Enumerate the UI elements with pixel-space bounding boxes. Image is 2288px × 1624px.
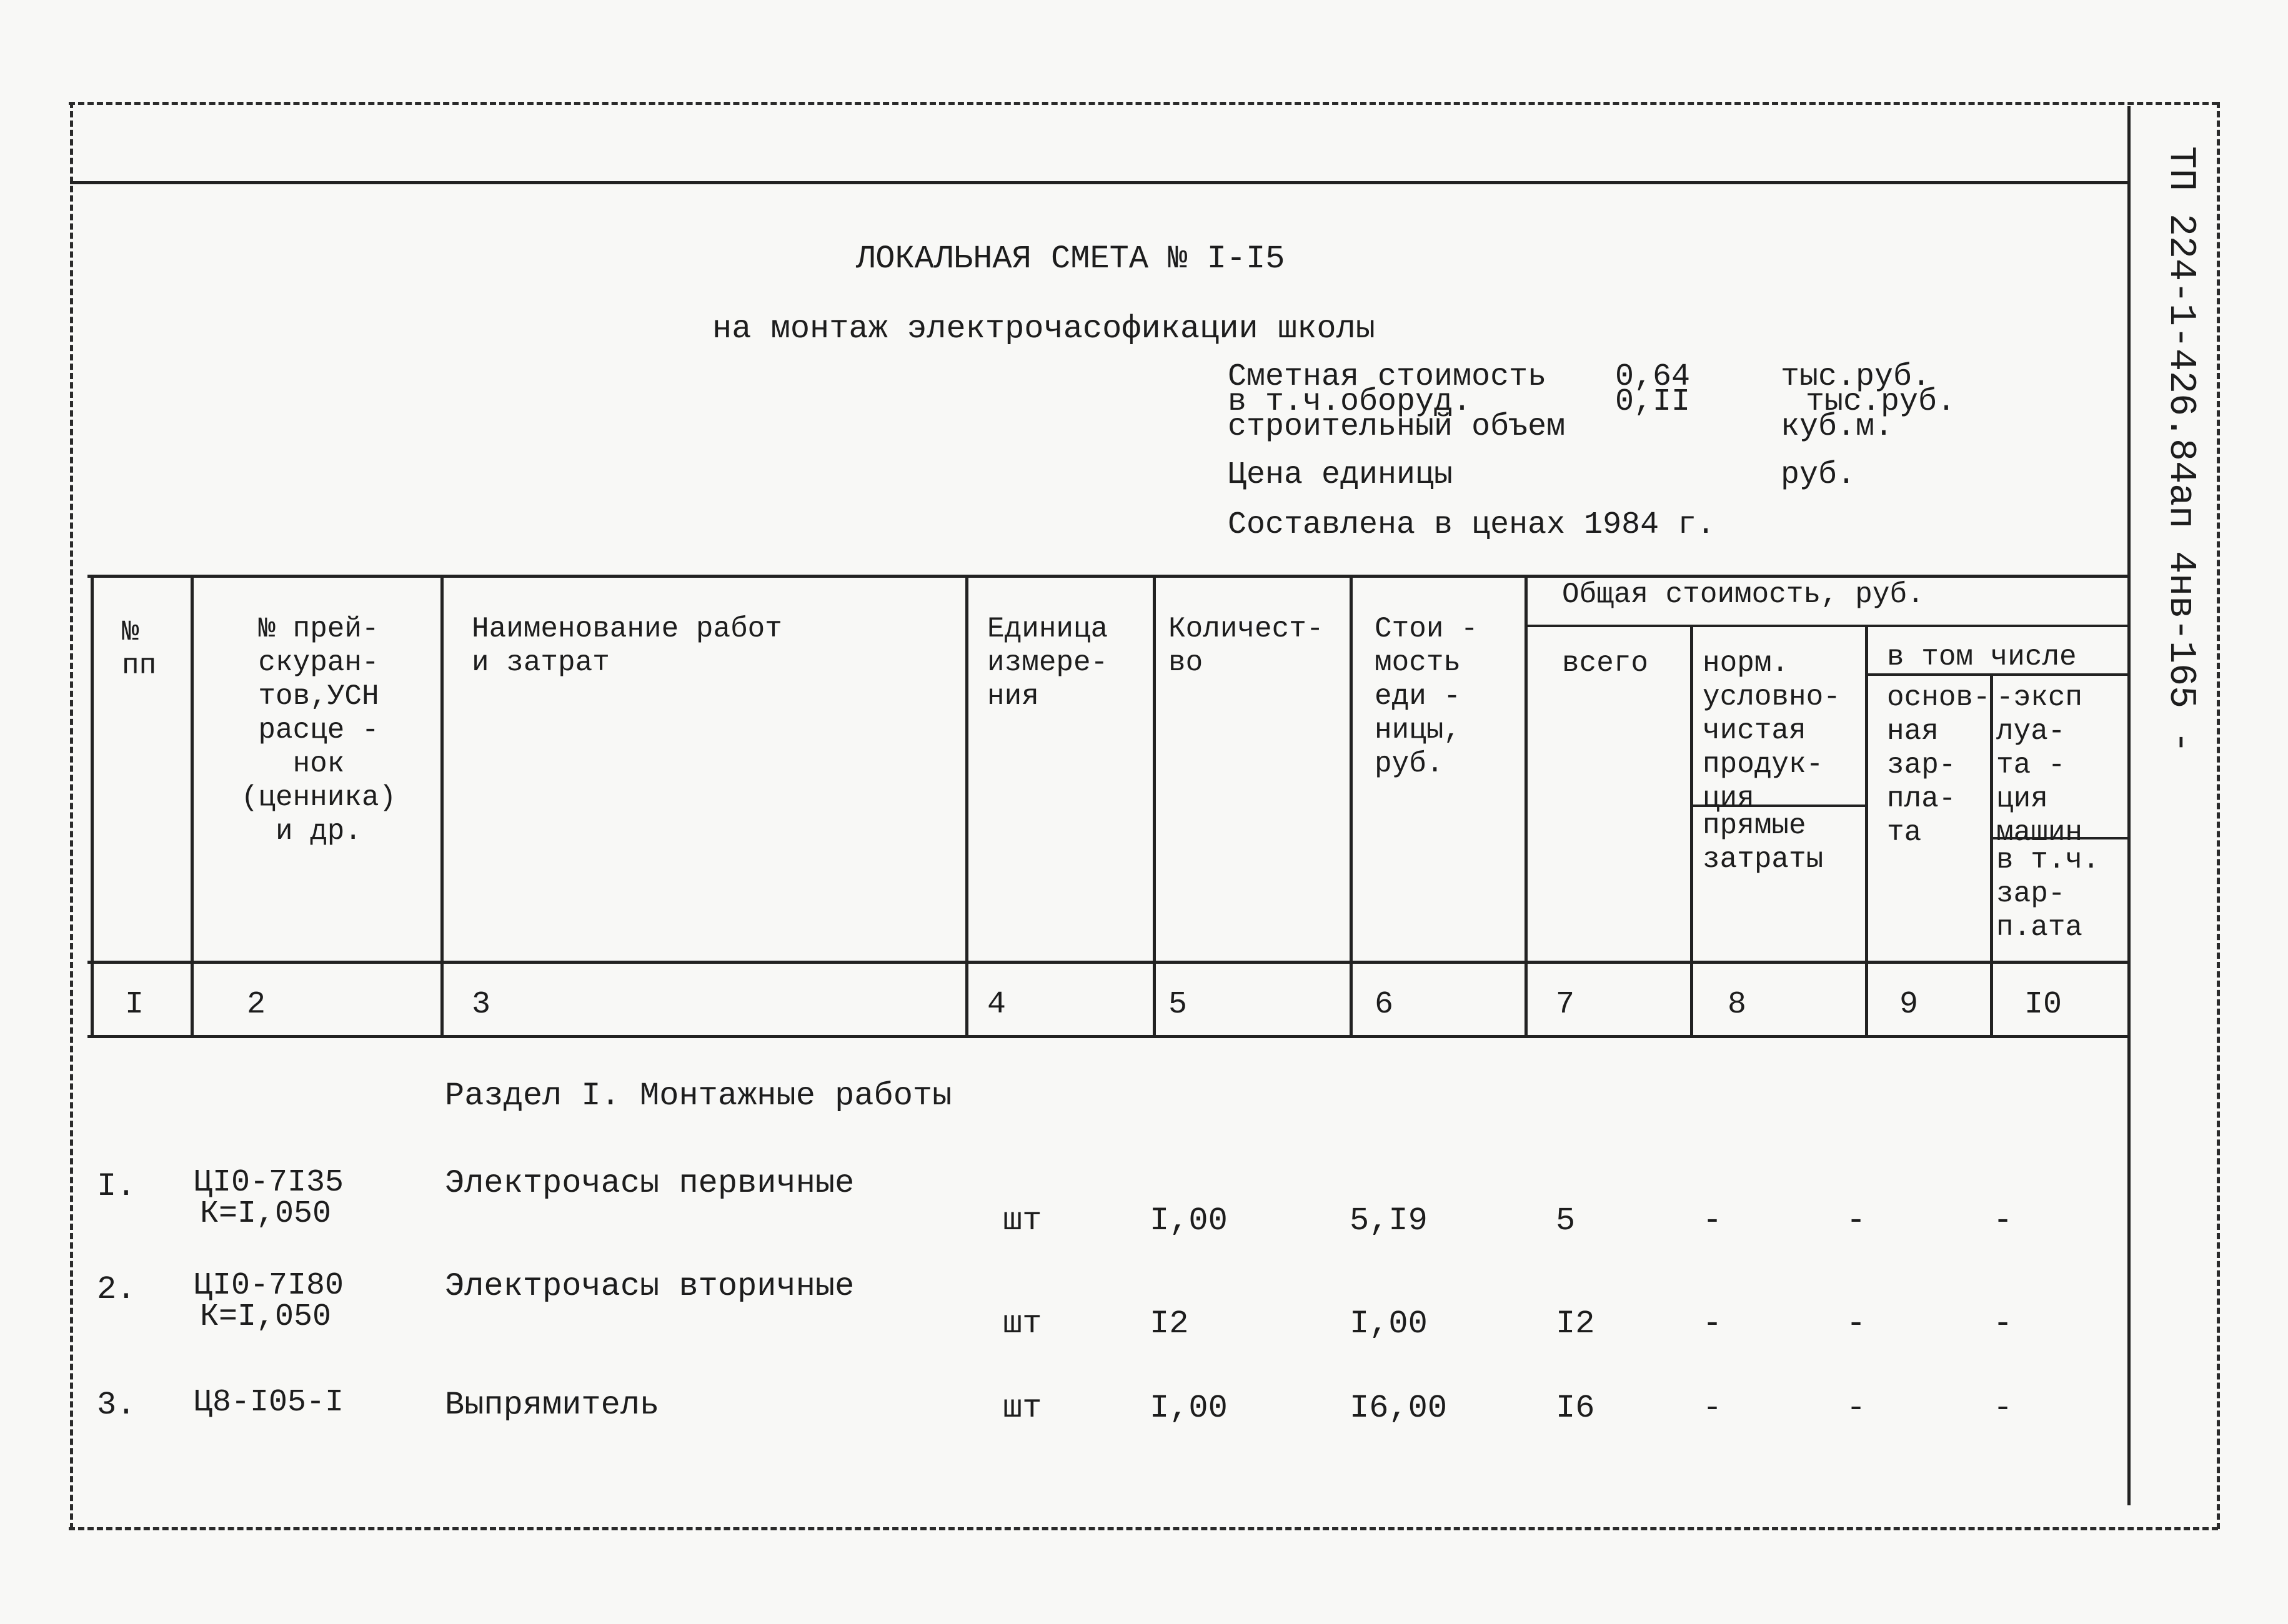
equipment-unit: тыс.руб. [1806, 384, 1956, 420]
header-quantity: Количест- во [1168, 613, 1324, 679]
col-border-6 [1525, 575, 1528, 1037]
right-stamp-rule [2127, 106, 2131, 1505]
total-group-underline [1525, 625, 2127, 627]
header-norm-product: норм. условно- чистая продук- ция [1703, 647, 1841, 814]
row1-number: I. [97, 1168, 136, 1205]
section-title: Раздел I. Монтажные работы [445, 1077, 952, 1114]
header-row-number: № пп [122, 616, 157, 682]
page-title: ЛОКАЛЬНАЯ СМЕТА № I-I5 [856, 240, 1285, 277]
page-subtitle: на монтаж электрочасофикации школы [712, 310, 1375, 347]
col-number-4: 4 [987, 987, 1007, 1022]
row1-name: Электрочасы первичные [445, 1165, 855, 1202]
header-unit-cost: Стои - мость еди - ницы, руб. [1375, 613, 1478, 780]
col-number-2: 2 [247, 987, 266, 1022]
row2-code: ЦI0-7I80 [194, 1268, 344, 1304]
col-border-4 [1153, 575, 1156, 1037]
table-header-bottom [87, 961, 2127, 964]
row2-salary: - [1846, 1305, 1866, 1342]
row1-quantity: I,00 [1150, 1202, 1228, 1239]
equipment-value: 0,II [1615, 384, 1691, 420]
col-border-0 [91, 575, 94, 1037]
row1-unit-cost: 5,I9 [1350, 1202, 1428, 1239]
row2-machines: - [1993, 1305, 2013, 1342]
col-number-3: 3 [472, 987, 491, 1022]
row1-coefficient: К=I,050 [200, 1196, 332, 1232]
row2-unit: шт [1003, 1305, 1042, 1342]
col-border-7 [1690, 625, 1693, 1037]
row2-name: Электрочасы вторичные [445, 1268, 855, 1305]
row3-number: 3. [97, 1387, 136, 1423]
side-code-text: ТП 224-1-426.84ап 4нв-165 - [2159, 146, 2202, 754]
header-total: всего [1562, 647, 1649, 680]
row3-total: I6 [1556, 1390, 1595, 1427]
col-border-3 [965, 575, 968, 1037]
row2-number: 2. [97, 1271, 136, 1308]
row3-direct-costs: - [1703, 1390, 1723, 1427]
table-numbers-bottom [87, 1035, 2127, 1038]
row3-unit: шт [1003, 1390, 1042, 1427]
equipment-label: в т.ч.оборуд. [1228, 384, 1472, 420]
top-rule [70, 181, 2131, 184]
row2-unit-cost: I,00 [1350, 1305, 1428, 1342]
col-number-9: 9 [1899, 987, 1919, 1022]
estimated-cost-unit: тыс.руб. [1781, 359, 1931, 395]
col-border-1 [191, 575, 194, 1037]
row2-direct-costs: - [1703, 1305, 1723, 1342]
header-price-list: № прей- скуран- тов,УСН расце - нок (ценника) и др. [241, 613, 397, 848]
building-volume-unit: куб.м. [1781, 409, 1894, 445]
row3-code: Ц8-I05-I [194, 1385, 344, 1420]
col-border-5 [1350, 575, 1353, 1037]
col-number-6: 6 [1375, 987, 1394, 1022]
frame-top [69, 102, 2218, 105]
row1-salary: - [1846, 1202, 1866, 1239]
row3-quantity: I,00 [1150, 1390, 1228, 1427]
col-number-5: 5 [1168, 987, 1188, 1022]
unit-price-unit: руб. [1781, 457, 1856, 493]
row2-coefficient: К=I,050 [200, 1299, 332, 1335]
col-number-8: 8 [1728, 987, 1747, 1022]
frame-left [70, 102, 73, 1529]
header-unit: Единица измере- ния [987, 613, 1108, 713]
row1-machines: - [1993, 1202, 2013, 1239]
row1-direct-costs: - [1703, 1202, 1723, 1239]
row3-unit-cost: I6,00 [1350, 1390, 1448, 1427]
row2-quantity: I2 [1150, 1305, 1189, 1342]
col-number-10: I0 [2024, 987, 2062, 1022]
col-border-2 [440, 575, 444, 1037]
estimated-cost-label: Сметная стоимость [1228, 359, 1547, 395]
col-border-8 [1865, 625, 1868, 1037]
row2-total: I2 [1556, 1305, 1595, 1342]
header-total-group: Общая стоимость, руб. [1562, 578, 1924, 611]
header-machine-salary: в т.ч. зар- п.ата [1996, 844, 2100, 944]
col-border-9 [1990, 673, 1993, 1037]
row3-name: Выпрямитель [445, 1387, 660, 1423]
unit-price-label: Цена единицы [1228, 457, 1453, 493]
col-number-7: 7 [1556, 987, 1575, 1022]
col-number-1: I [125, 987, 144, 1022]
estimated-cost-value: 0,64 [1615, 359, 1691, 395]
building-volume-label: строительный объем [1228, 409, 1566, 445]
side-document-code [2137, 146, 2224, 912]
row1-unit: шт [1003, 1202, 1042, 1239]
header-base-salary: основ- ная зар- пла- та [1887, 681, 1991, 849]
header-work-name: Наименование работ и затрат [472, 613, 782, 679]
row1-code: ЦI0-7I35 [194, 1165, 344, 1201]
header-direct-costs: прямые затраты [1703, 810, 1824, 876]
row3-machines: - [1993, 1390, 2013, 1427]
header-machine-operation: -эксп луа- та - ция машин [1996, 681, 2083, 849]
header-including: в том числе [1887, 641, 2077, 673]
frame-bottom [69, 1527, 2218, 1530]
row3-salary: - [1846, 1390, 1866, 1427]
row1-total: 5 [1556, 1202, 1576, 1239]
prices-year: Составлена в ценах 1984 г. [1228, 507, 1716, 543]
